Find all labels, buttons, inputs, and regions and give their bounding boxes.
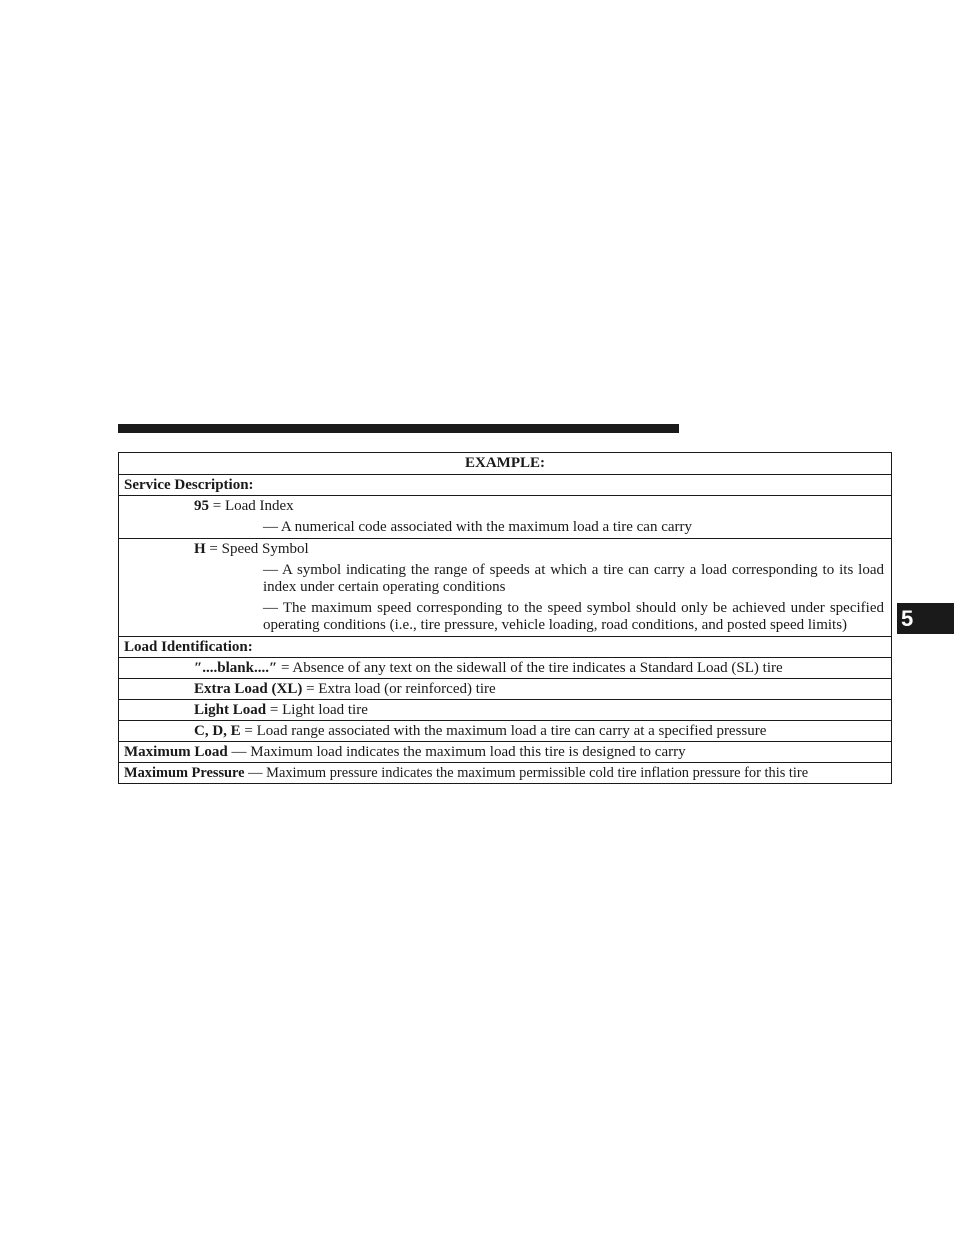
service-description-heading-label: Service Description: — [124, 477, 254, 493]
load-index-row — [119, 495, 891, 538]
load-range-row — [119, 720, 891, 741]
load-range-term: C, D, E — [194, 723, 241, 739]
speed-symbol-note-1: — A symbol indicating the range of speeds at which a tire can carry a load corresponding to its load index under certain operating conditions — [263, 562, 884, 595]
table-header — [119, 453, 891, 474]
speed-symbol-line — [119, 539, 891, 560]
load-identification-heading-label: Load Identification: — [124, 639, 253, 655]
maximum-pressure-definition: — Maximum pressure indicates the maximum permissible cold tire inflation pressure for this tire — [244, 765, 809, 781]
blank-load-term: ″....blank....″ — [194, 660, 278, 676]
light-load-definition: = Light load tire — [266, 702, 368, 718]
load-index-term: 95 — [194, 498, 209, 514]
load-index-definition: = Load Index — [209, 498, 294, 514]
extra-load-term: Extra Load (XL) — [194, 681, 303, 697]
extra-load-definition: = Extra load (or reinforced) tire — [302, 681, 496, 697]
maximum-pressure-row — [119, 762, 891, 783]
top-rule — [118, 424, 679, 433]
maximum-load-term: Maximum Load — [124, 744, 228, 760]
light-load-row — [119, 699, 891, 720]
maximum-load-row — [119, 741, 891, 762]
speed-symbol-term: H — [194, 541, 206, 557]
extra-load-row — [119, 678, 891, 699]
load-range-definition: = Load range associated with the maximum load a tire can carry at a specified pressure — [240, 723, 767, 739]
blank-load-definition: = Absence of any text on the sidewall of the tire indicates a Standard Load (SL) tire — [277, 660, 783, 676]
maximum-load-definition: — Maximum load indicates the maximum load this tire is designed to carry — [227, 744, 686, 760]
service-description-heading — [119, 474, 891, 495]
speed-symbol-row — [119, 538, 891, 636]
speed-symbol-definition: = Speed Symbol — [205, 541, 309, 557]
maximum-pressure-term: Maximum Pressure — [124, 765, 245, 781]
chapter-tab — [897, 603, 954, 634]
load-identification-heading — [119, 636, 891, 657]
example-table — [118, 452, 892, 784]
load-index-note: — A numerical code associated with the maximum load a tire can carry — [263, 519, 693, 535]
table-header-label: EXAMPLE: — [465, 455, 545, 471]
blank-load-row — [119, 657, 891, 678]
load-index-line — [119, 496, 891, 517]
speed-symbol-note-2: — The maximum speed corresponding to the speed symbol should only be achieved under specified operating conditions (i.e., tire pressure, vehicle loading, road conditions, and posted speed limits) — [263, 600, 884, 633]
light-load-term: Light Load — [194, 702, 267, 718]
chapter-number: 5 — [901, 606, 914, 631]
